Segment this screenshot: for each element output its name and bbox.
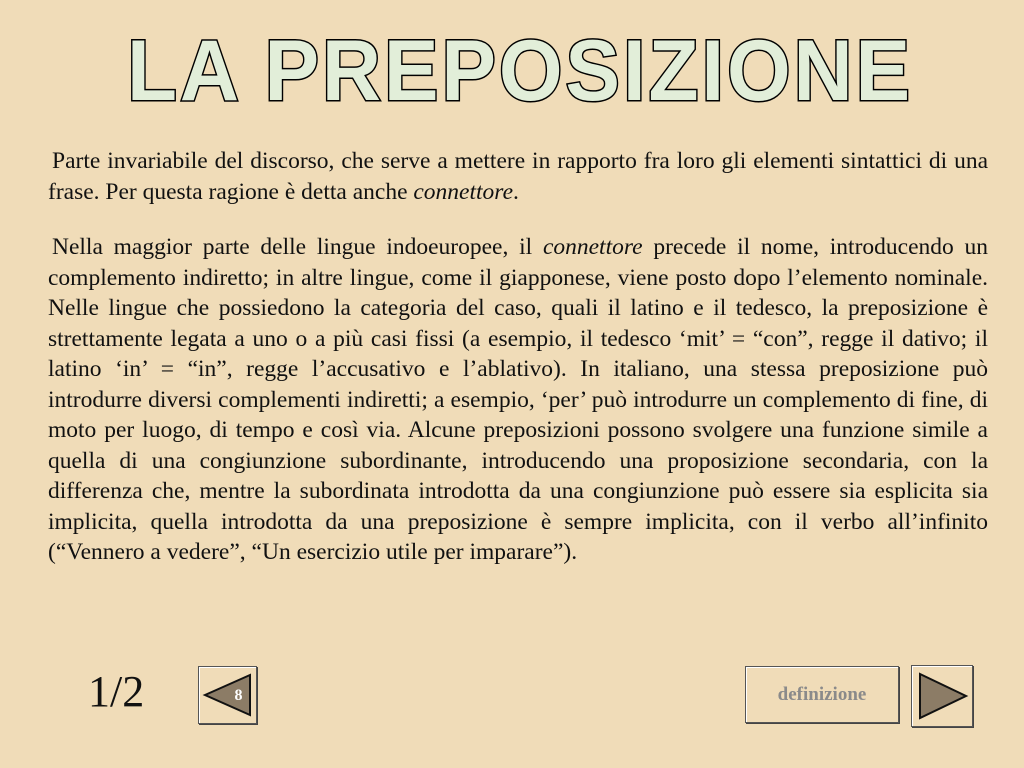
triangle-left-icon: [199, 667, 256, 723]
page-indicator: 1/2: [88, 667, 145, 716]
slide-title-graphic: [0, 14, 1024, 114]
paragraph-text: .: [513, 178, 519, 205]
definition-button[interactable]: [745, 666, 899, 723]
slide-title: [0, 14, 1024, 114]
next-button[interactable]: [911, 665, 973, 727]
definition-button-label: definizione: [777, 683, 867, 705]
paragraph-text: Nella maggior parte delle lingue indoeuropee, il: [52, 234, 543, 260]
back-button-number: 8: [234, 687, 243, 704]
triangle-right-icon: [912, 666, 972, 726]
slide-title-text: LA PREPOSIZIONE: [127, 23, 913, 114]
emphasized-term: connettore: [413, 178, 513, 205]
back-button[interactable]: [198, 666, 257, 724]
emphasized-term: connettore: [542, 234, 643, 260]
explanation-paragraph: [48, 232, 988, 568]
paragraph-text: precede il nome, introducendo un complemento indiretto; in altre lingue, come il giapponese, viene posto dopo l’elemento nominale. Nelle lingue che possiedono la categoria del caso, quali il latino e il tedesco, la preposizione è strettamente legata a uno o a più casi fissi (a esempio, il tedesco ‘mit’ = “con”, regge il dativo; il latino ‘in’ = “in”, regge l’accusativo e l’ablativo). In italiano, una stessa preposizione può introdurre diversi complementi indiretti; a esempio, ‘per’ può introdurre un complemento di fine, di moto per luogo, di tempo e così via. Alcune preposizioni possono svolgere una funzione simile a quella di una congiunzione subordinante, introducendo una proposizione secondaria, con la differenza che, mentre la subordinata introdotta da una congiunzione può essere sia esplicita sia implicita, quella introdotta da una preposizione è sempre implicita, con il verbo all’infinito (“Vennero a vedere”, “Un esercizio utile per imparare”).: [48, 234, 989, 565]
definition-paragraph: [48, 146, 988, 207]
paragraph-text: Parte invariabile del discorso, che serve a mettere in rapporto fra loro gli elementi sintattici di una frase. Per questa ragione è detta anche: [48, 148, 988, 205]
